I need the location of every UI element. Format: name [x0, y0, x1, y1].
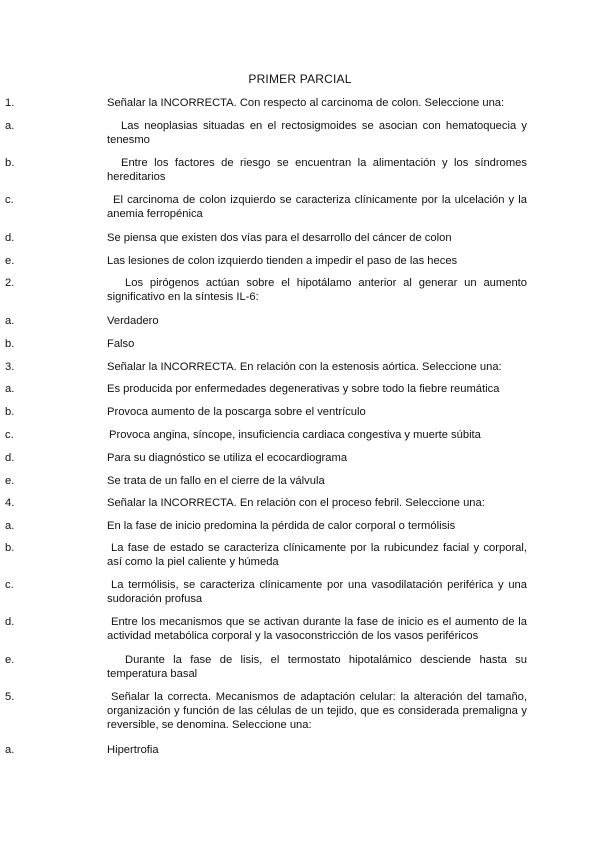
option-letter: b.: [5, 157, 15, 169]
option-4e: [5, 653, 527, 681]
question-1: [5, 96, 527, 110]
option-2b: [5, 337, 527, 351]
option-letter: d.: [5, 452, 15, 464]
option-text: Las lesiones de colon izquierdo tienden a impedir el paso de las heces: [107, 255, 458, 267]
option-letter: e.: [5, 255, 15, 267]
option-letter: a.: [5, 315, 15, 327]
option-3a: [5, 382, 527, 396]
option-1a: [5, 119, 527, 147]
option-4b: [5, 541, 527, 569]
item-number: 2.: [5, 277, 15, 289]
question-text: Señalar la INCORRECTA. En relación con la estenosis aórtica. Seleccione una:: [107, 361, 502, 373]
item-number: 5.: [5, 691, 15, 703]
question-text: Señalar la INCORRECTA. En relación con el proceso febril. Seleccione una:: [107, 497, 485, 509]
option-2a: [5, 314, 527, 328]
option-letter: a.: [5, 744, 15, 756]
option-letter: e.: [5, 654, 15, 666]
option-text: Es producida por enfermedades degenerativas y sobre todo la fiebre reumática: [107, 383, 500, 395]
option-text: El carcinoma de colon izquierdo se caracteriza clínicamente por la ulcelación y la anemia ferropénica: [107, 194, 527, 220]
option-4a: [5, 519, 527, 533]
option-3e: [5, 474, 527, 488]
option-letter: d.: [5, 616, 15, 628]
option-1e: [5, 254, 527, 268]
option-text: Las neoplasias situadas en el rectosigmoides se asocian con hematoquecia y tenesmo: [107, 120, 527, 146]
item-number: 3.: [5, 361, 15, 373]
item-number: 1.: [5, 97, 15, 109]
option-letter: c.: [5, 429, 14, 441]
option-text: Para su diagnóstico se utiliza el ecocardiograma: [107, 452, 348, 464]
page-title: PRIMER PARCIAL: [248, 72, 352, 86]
option-3c: [5, 428, 527, 442]
option-3d: [5, 451, 527, 465]
option-3b: [5, 405, 527, 419]
option-letter: a.: [5, 383, 15, 395]
option-text: La fase de estado se caracteriza clínicamente por la rubicundez facial y corporal, así como la piel caliente y húmeda: [107, 542, 527, 568]
option-text: Hipertrofia: [107, 744, 159, 756]
option-text: Durante la fase de lisis, el termostato hipotalámico desciende hasta su temperatura basal: [107, 654, 527, 680]
option-text: La termólisis, se caracteriza clínicamente por una vasodilatación periférica y una sudoración profusa: [107, 579, 527, 605]
item-number: 4.: [5, 497, 15, 509]
option-letter: b.: [5, 542, 15, 554]
option-1d: [5, 231, 527, 245]
option-text: Se piensa que existen dos vías para el desarrollo del cáncer de colon: [107, 232, 452, 244]
question-4: [5, 496, 527, 510]
question-5: [5, 690, 527, 732]
question-text: Señalar la INCORRECTA. Con respecto al carcinoma de colon. Seleccione una:: [107, 97, 505, 109]
option-text: En la fase de inicio predomina la pérdida de calor corporal o termólisis: [107, 520, 456, 532]
option-text: Provoca aumento de la poscarga sobre el ventrículo: [107, 406, 366, 418]
option-letter: e.: [5, 475, 15, 487]
option-text: Entre los mecanismos que se activan durante la fase de inicio es el aumento de la actividad metabólica corporal y la vasoconstricción de los vasos periféricos: [107, 616, 527, 642]
option-letter: a.: [5, 520, 15, 532]
option-text: Entre los factores de riesgo se encuentran la alimentación y los síndromes hereditarios: [107, 157, 527, 183]
option-letter: c.: [5, 194, 14, 206]
option-letter: a.: [5, 120, 15, 132]
option-text: Verdadero: [107, 315, 159, 327]
option-letter: b.: [5, 406, 15, 418]
option-1c: [5, 193, 527, 221]
option-letter: d.: [5, 232, 15, 244]
option-4d: [5, 615, 527, 643]
option-text: Provoca angina, síncope, insuficiencia cardiaca congestiva y muerte súbita: [109, 429, 481, 441]
option-5a: [5, 743, 527, 757]
option-letter: b.: [5, 338, 15, 350]
question-text: Señalar la correcta. Mecanismos de adaptación celular: la alteración del tamaño, organización y función de las células de un tejido, que es considerada premaligna y reversible, se denomina. Seleccione una:: [107, 691, 527, 731]
option-4c: [5, 578, 527, 606]
question-2: [5, 276, 527, 304]
option-1b: [5, 156, 527, 184]
option-text: Se trata de un fallo en el cierre de la válvula: [107, 475, 325, 487]
option-letter: c.: [5, 579, 14, 591]
option-text: Falso: [107, 338, 135, 350]
question-text: Los pirógenos actúan sobre el hipotálamo anterior al generar un aumento significativo en la síntesis IL-6:: [107, 277, 527, 303]
question-3: [5, 360, 527, 374]
